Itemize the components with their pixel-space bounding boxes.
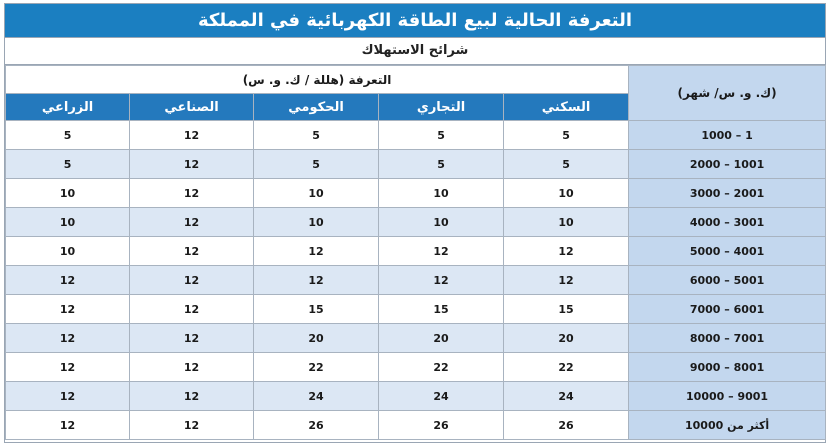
- tariff-value-cell: 26: [254, 411, 379, 440]
- table-subtitle: شرائح الاستهلاك: [5, 37, 825, 65]
- tariff-value-cell: 24: [254, 382, 379, 411]
- tariff-value-cell: 22: [254, 353, 379, 382]
- consumption-range-cell: 4001 – 5000: [629, 237, 826, 266]
- table-row: [6, 121, 826, 150]
- tariff-value-cell: 5: [6, 150, 130, 179]
- tariff-value-cell: 12: [130, 208, 254, 237]
- tariff-value-cell: 12: [6, 324, 130, 353]
- tariff-value-cell: 10: [6, 237, 130, 266]
- tariff-value-cell: 15: [379, 295, 504, 324]
- tariff-value-cell: 12: [130, 150, 254, 179]
- tariff-value-cell: 12: [6, 382, 130, 411]
- tariff-value-cell: 5: [6, 121, 130, 150]
- tariff-value-cell: 12: [130, 179, 254, 208]
- tariff-value-cell: 20: [504, 324, 629, 353]
- table-row: [6, 411, 826, 440]
- tariff-value-cell: 10: [254, 208, 379, 237]
- consumption-range-cell: 9001 – 10000: [629, 382, 826, 411]
- column-header-industrial: الصناعي: [130, 94, 254, 121]
- tariff-value-cell: 5: [504, 121, 629, 150]
- table-title: التعرفة الحالية لبيع الطاقة الكهربائية في المملكة: [5, 4, 825, 37]
- tariff-value-cell: 12: [379, 237, 504, 266]
- tariff-value-cell: 12: [6, 266, 130, 295]
- tariff-value-cell: 12: [130, 295, 254, 324]
- table-row: [6, 324, 826, 353]
- tariff-value-cell: 12: [6, 411, 130, 440]
- consumption-range-cell: 1 – 1000: [629, 121, 826, 150]
- consumption-range-cell: 5001 – 6000: [629, 266, 826, 295]
- tariff-value-cell: 26: [504, 411, 629, 440]
- tariff-value-cell: 12: [130, 266, 254, 295]
- tariff-value-cell: 12: [130, 382, 254, 411]
- column-header-governmental: الحكومي: [254, 94, 379, 121]
- consumption-range-cell: 2001 – 3000: [629, 179, 826, 208]
- tariff-table: [5, 65, 826, 440]
- table-row: [6, 266, 826, 295]
- tariff-value-cell: 12: [6, 295, 130, 324]
- tariff-value-cell: 10: [379, 208, 504, 237]
- consumption-range-cell: أكثر من 10000: [629, 411, 826, 440]
- tariff-value-cell: 12: [130, 353, 254, 382]
- tariff-value-cell: 10: [379, 179, 504, 208]
- consumption-range-cell: 7001 – 8000: [629, 324, 826, 353]
- tariff-value-cell: 10: [6, 179, 130, 208]
- consumption-range-cell: 6001 – 7000: [629, 295, 826, 324]
- tariff-value-cell: 5: [379, 150, 504, 179]
- column-header-residential: السكني: [504, 94, 629, 121]
- tariff-value-cell: 15: [504, 295, 629, 324]
- tariff-table-panel: [4, 3, 826, 443]
- consumption-range-cell: 1001 – 2000: [629, 150, 826, 179]
- tariff-value-cell: 10: [504, 208, 629, 237]
- table-row: [6, 208, 826, 237]
- tariff-value-cell: 5: [504, 150, 629, 179]
- tariff-value-cell: 12: [130, 121, 254, 150]
- tariff-value-cell: 26: [379, 411, 504, 440]
- tariff-value-cell: 20: [254, 324, 379, 353]
- tariff-value-cell: 12: [254, 237, 379, 266]
- table-row: [6, 353, 826, 382]
- tariff-value-cell: 10: [504, 179, 629, 208]
- tariff-value-cell: 24: [379, 382, 504, 411]
- tariff-value-cell: 5: [254, 150, 379, 179]
- tariff-value-cell: 12: [504, 237, 629, 266]
- table-row: [6, 382, 826, 411]
- table-row: [6, 150, 826, 179]
- consumption-range-cell: 3001 – 4000: [629, 208, 826, 237]
- consumption-range-cell: 8001 – 9000: [629, 353, 826, 382]
- tariff-value-cell: 12: [6, 353, 130, 382]
- tariff-value-cell: 12: [254, 266, 379, 295]
- tariff-value-cell: 22: [504, 353, 629, 382]
- column-header-commercial: التجاري: [379, 94, 504, 121]
- consumption-header: (ك. و. س/ شهر): [629, 66, 826, 121]
- tariff-value-cell: 24: [504, 382, 629, 411]
- tariff-value-cell: 20: [379, 324, 504, 353]
- tariff-value-cell: 12: [130, 324, 254, 353]
- tariff-value-cell: 15: [254, 295, 379, 324]
- tariff-value-cell: 12: [379, 266, 504, 295]
- tariff-value-cell: 12: [130, 237, 254, 266]
- tariff-rows: [6, 121, 826, 440]
- column-header-agricultural: الزراعي: [6, 94, 130, 121]
- tariff-value-cell: 10: [6, 208, 130, 237]
- tariff-header: التعرفة (هللة / ك. و. س): [6, 66, 629, 94]
- tariff-value-cell: 5: [254, 121, 379, 150]
- table-row: [6, 179, 826, 208]
- tariff-value-cell: 10: [254, 179, 379, 208]
- tariff-value-cell: 12: [130, 411, 254, 440]
- tariff-value-cell: 22: [379, 353, 504, 382]
- tariff-value-cell: 5: [379, 121, 504, 150]
- table-row: [6, 237, 826, 266]
- table-row: [6, 295, 826, 324]
- tariff-value-cell: 12: [504, 266, 629, 295]
